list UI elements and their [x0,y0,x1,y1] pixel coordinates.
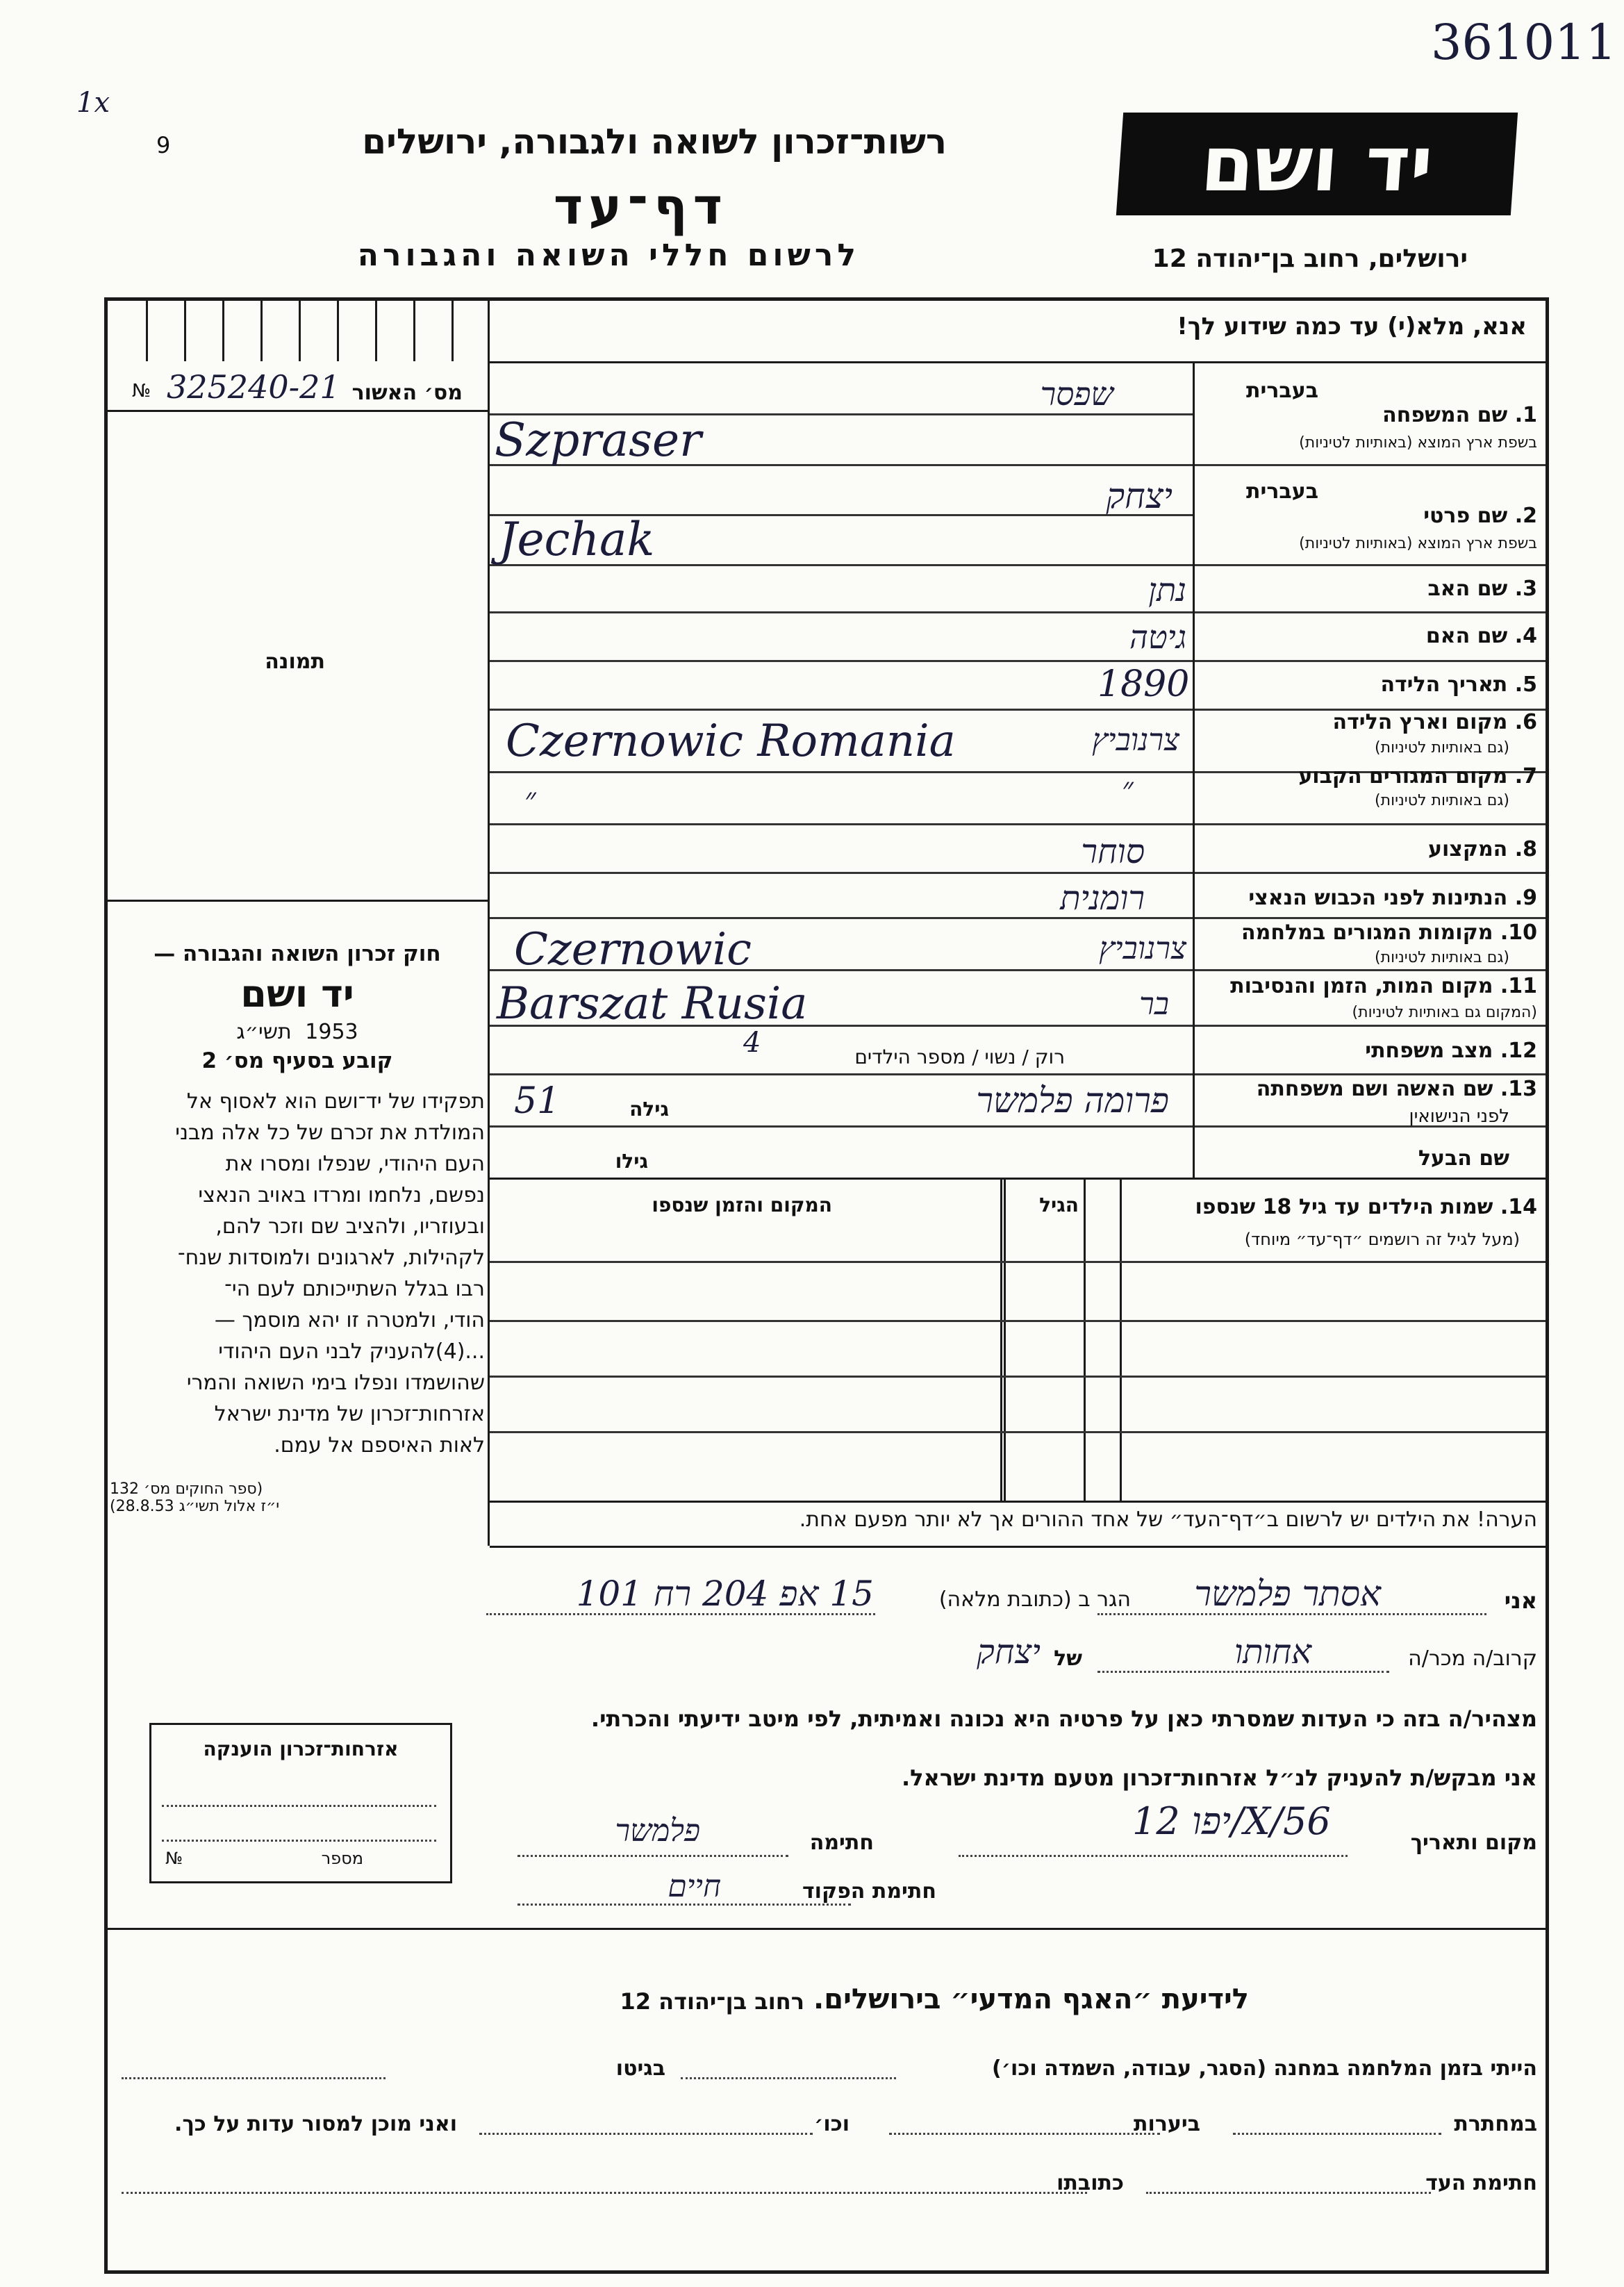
row-line [490,771,1193,773]
footer-line2d: ואני מוכן למסור עדות על כך. [174,2112,457,2136]
field-10-hebrew-value: צרנוביץ [1099,931,1186,966]
law-line: הודי, ולמטרה זו יהא מוסמך — [214,1308,485,1332]
law-ref: י״ז אלול תשי״ג 28.8.53) [110,1498,280,1515]
hebrew-label-2: בעברית [1246,479,1318,504]
label-row-line [1195,969,1546,971]
field-3-value: נתן [1148,571,1186,609]
field-10-sub: (גם באותיות לטיניות) [1375,949,1509,966]
signature-line [517,1855,788,1857]
field-6-sub: (גם באותיות לטיניות) [1375,739,1509,757]
declaration-name-value: אסתר פלמשר [1194,1574,1381,1614]
address: ירושלים, רחוב בן־יהודה 12 [1152,245,1468,273]
archive-number: 361011 [1431,14,1617,71]
law-line: ...(4)להעניק לבני העם היהודי [218,1339,485,1364]
declaration-of-value: יצחק [977,1633,1041,1671]
field-7-value-right: ״ [1122,771,1134,807]
row-line [490,1073,1193,1075]
officer-line [517,1904,851,1906]
field-9-label: 9. הנתינות לפני הכבוש הנאצי [1248,886,1537,910]
field-12-children-count: 4 [743,1027,761,1059]
declaration-relative-value: אחותו [1234,1633,1311,1671]
place-date-line [959,1855,1348,1857]
children-col-age: הגיל [1039,1194,1079,1216]
field-8-value: סוחר [1081,832,1145,871]
field-2-hebrew-value: יצחק [1106,476,1173,516]
declaration-statement: מצהיר/ה בזה כי העדות שמסרתי כאן על פרטיה היא נכונה ואמיתית, לפי מיטב ידיעתי והכרתי. [590,1706,1537,1732]
children-row-line [490,1320,1546,1322]
approval-underline [108,410,488,412]
footer-separator [108,1928,1546,1930]
form-subtitle: לרשום חללי השואה והגבורה [357,238,860,273]
field-8-label: 8. המקצוע [1428,837,1537,861]
children-title: 14. שמות הילדים עד גיל 18 שנספו [1195,1195,1537,1219]
field-11-latin-value: Barszat Rusia [497,978,808,1030]
field-3-label: 3. שם האב [1427,577,1537,601]
declaration-place-date-value: יפו 12/X/56 [1132,1799,1331,1843]
law-text [110,941,485,1515]
footer-line2c: וכו׳ [814,2112,850,2136]
law-line: שהושמדו ונפלו בימי השואה והמרי [186,1371,485,1395]
footer-line2b: ביערות [1134,2112,1200,2136]
row-line [490,611,1193,613]
field-6-label: 6. מקום וארץ הלידה [1332,710,1537,734]
law-title: חוק זכרון השואה והגבורה — [154,941,441,966]
field-1-hebrew-value: שפסר [1040,375,1113,413]
instruction-underline [488,361,1547,363]
footer-dotted [1146,2192,1431,2194]
yad-vashem-logo [1116,113,1518,215]
children-table-bottom [490,1501,1546,1503]
label-row-line [1195,660,1546,662]
page-mark: 9 [156,132,171,158]
citizenship-dotted-1 [162,1805,436,1807]
age-value: 51 [514,1080,561,1122]
law-clause: קובע בסעיף מס׳ 2 [201,1048,393,1073]
declaration-officer: חתימת הפקוד [802,1879,936,1904]
row-line [490,823,1193,825]
footer-dotted [681,2077,896,2079]
citizenship-no: № [165,1849,183,1868]
approval-ticks [108,300,488,363]
frame-left [104,297,108,2274]
children-age-col-div2 [1084,1178,1086,1501]
label-row-line [1195,823,1546,825]
footer-dotted [122,2192,1087,2194]
citizenship-box [149,1723,452,1883]
label-row-line [1195,564,1546,566]
law-line: רבו בגלל השתייכותם לעם הי־ [224,1277,485,1301]
declaration-officer-value: חיים [668,1869,721,1904]
declaration-of: של [1054,1646,1082,1671]
field-13-label: 13. שם האשה ושם משפחתה [1256,1077,1537,1101]
label-row-line [1195,611,1546,613]
footer-dotted [479,2133,813,2135]
children-table-divider [1120,1178,1122,1501]
footer-line1a: הייתי בזמן המלחמה במחנה (הסגר, עבודה, השמדה וכו׳) [992,2056,1537,2081]
law-line: העם היהודי, שנפלו ומסרו את [225,1152,485,1176]
citizenship-dotted-2 [162,1840,436,1842]
row-line [490,872,1193,874]
declaration-residing: הגר ב (כתובת מלאה) [938,1587,1131,1612]
field-13-value: פרומה פלמשר [976,1080,1169,1121]
field-1-sub: בשפת ארץ המוצא (באותיות לטיניות) [1299,434,1537,452]
law-line: אזרחות־זכרון של מדינת ישראל [214,1402,485,1426]
left-col-divider [488,299,490,1546]
instruction: אנא, מלא(י) עד כמה שידוע לך! [1177,313,1527,340]
field-11-sub: (המקום גם באותיות לטיניות) [1352,1004,1537,1021]
field-12-options: רוק / נשוי / מספר הילדים [854,1046,1065,1068]
children-row-line [490,1376,1546,1378]
law-name: יד ושם [240,972,354,1016]
field-10-latin-value: Czernowic [514,924,752,975]
law-year-he: תשי״ג [236,1020,292,1044]
law-ref: (ספר החוקים מס׳ 132 [110,1480,263,1498]
field-11-hebrew-value: בר [1139,986,1169,1022]
footer-line3b: כתובתו [1057,2171,1124,2195]
field-2-latin-value: Jechak [499,513,655,566]
citizenship-box-title: אזרחות־זכרון הוענקה [203,1737,399,1760]
declaration-signature-value: פלמשר [615,1813,700,1849]
citizenship-number: מספר [321,1849,363,1868]
frame-right [1546,297,1549,2274]
law-line: המולדת את זכרם של כל אלה מבני [175,1121,485,1145]
field-7-label: 7. מקום המגורים הקבוע [1298,764,1537,789]
label-row-line [1195,1025,1546,1027]
note: הערה! את הילדים יש לרשום ב״דף־העד״ של אחד ההורים אך לא יותר מפעם אחת. [799,1508,1537,1532]
footer-address: רחוב בן־יהודה 12 [620,1988,804,2015]
row-line [490,660,1193,662]
org-line: רשות־זכרון לשואה ולגבורה, ירושלים [362,122,947,162]
footer-dotted [1233,2133,1441,2135]
law-line: לאות האיספם אל עמם. [274,1433,485,1458]
law-year: 1953 [305,1020,358,1044]
footer-line3a: חתימת העד [1425,2171,1537,2195]
declaration-address-value: 15 אפ 204 רח 101 [576,1574,874,1614]
row-line [490,1125,1193,1128]
declaration-relative-line [1097,1671,1389,1673]
field-10-label: 10. מקומות המגורים במלחמה [1241,920,1537,945]
approval-label: מס׳ האשור [351,381,463,405]
husband-age-label: גילו [615,1150,648,1173]
field-2-label: 2. שם פרטי [1423,504,1537,528]
row-line [490,709,1193,711]
law-line: נפשם, נלחמו ומרדו באויב הנאצי [198,1183,485,1207]
label-row-line [1195,917,1546,919]
label-row-line [1195,872,1546,874]
declaration-signature: חתימה [809,1831,874,1855]
field-11-label: 11. מקום המות, הזמן והנסיבות [1230,974,1537,998]
row-line [490,1178,1546,1180]
note-underline [490,1546,1546,1548]
label-row-line [1195,1073,1546,1075]
form-title: דף־עד [553,177,728,236]
law-line: תפקידו של יד־ושם הוא לאסוף אל [186,1089,485,1114]
approval-number: 325240-21 [167,368,340,406]
field-5-value: 1890 [1097,663,1190,705]
declaration-address-line [486,1613,875,1615]
law-line: ובעוזריו, ולהציב שם וזכר להם, [215,1214,485,1239]
declaration-name-line [1097,1613,1486,1615]
field-2-sub: בשפת ארץ המוצא (באותיות לטיניות) [1299,535,1537,552]
field-9-value: רומנית [1060,879,1145,918]
children-age-col-left3 [1004,1178,1006,1501]
footer-dotted [889,2133,1160,2135]
field-6-hebrew-value: צרנוביץ [1092,723,1179,758]
footer-line1b: בגיטו [615,2056,665,2081]
field-1-label: 1. שם המשפחה [1382,403,1537,427]
footer-line2a: במחתרת [1454,2112,1537,2136]
children-row-line [490,1261,1546,1263]
field-4-value: גיטה [1129,618,1186,656]
frame-bottom [104,2270,1549,2274]
declaration-ani: אני [1504,1587,1537,1614]
labels-divider [1193,361,1195,1178]
photo-box-bottom [108,900,488,902]
logo-text: יד ושם [1198,119,1436,208]
photo-label: תמונה [265,650,325,674]
age-label: גילה [629,1098,669,1121]
label-row-line [1195,464,1546,466]
field-13-sub: לפני הנישואין [1409,1106,1509,1127]
field-4-label: 4. שם האם [1425,624,1537,648]
field-7-sub: (גם באותיות לטיניות) [1375,792,1509,809]
field-12-label: 12. מצב משפחתי [1365,1039,1537,1063]
field-1-latin-value: Szpraser [495,413,702,467]
footer-dotted [122,2077,386,2079]
margin-mark: 1x [76,87,110,119]
husband-label: שם הבעל [1418,1146,1509,1171]
field-6-latin-value: Czernowic Romania [506,716,956,767]
declaration-request: אני מבקש/ת להעניק לנ״ל אזרחות־זכרון מטעם מדינת ישראל. [902,1765,1537,1791]
footer-title: לידיעת ״האגף המדעי״ בירושלים. [813,1983,1249,2015]
field-5-label: 5. תאריך הלידה [1380,672,1537,697]
approval-no: № [132,381,151,402]
hebrew-label-1: בעברית [1246,379,1318,403]
children-col-place: המקום והזמן שנספו [652,1194,832,1216]
declaration-place-date: מקום ותאריך [1410,1831,1537,1855]
children-row-line [490,1431,1546,1433]
field-7-value-left: ״ [524,782,536,817]
law-line: לקהילות, לארגונים ולמוסדות שנח־ [177,1246,485,1270]
children-age-col-div [1000,1178,1002,1501]
children-subtitle: (מעל לגיל זה רושמים ״דף־עד״ מיוחד) [1244,1230,1520,1249]
declaration-relative: קרוב/ה מכר/ה [1408,1646,1537,1671]
